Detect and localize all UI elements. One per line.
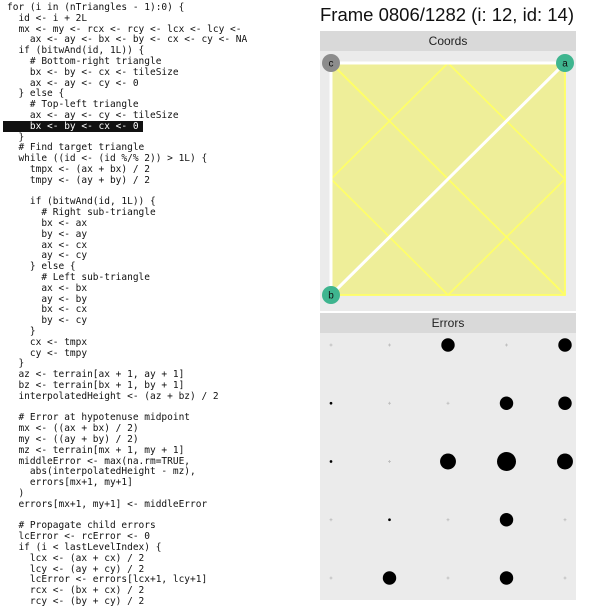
code-line: mz <- terrain[mx + 1, my + 1] bbox=[7, 444, 185, 456]
code-line: errors[mx+1, my+1] bbox=[7, 477, 133, 489]
code-line: by <- cy bbox=[7, 315, 88, 327]
errors-panel bbox=[320, 333, 576, 600]
error-dot bbox=[441, 338, 454, 351]
code-line: rcy <- (by + cy) / 2 bbox=[7, 596, 145, 607]
error-dot bbox=[500, 571, 513, 584]
code-line: errors[mx+1, my+1] <- middleError bbox=[7, 498, 208, 510]
code-line: # Bottom-right triangle bbox=[7, 56, 162, 67]
code-line: ax <- ay <- cy <- tileSize bbox=[7, 110, 179, 121]
code-line: ax <- cx bbox=[7, 239, 88, 251]
code-line: if (bitwAnd(id, 1L)) { bbox=[7, 45, 145, 57]
errors-panel-title: Errors bbox=[320, 313, 576, 333]
code-line: # Top-left triangle bbox=[7, 99, 139, 111]
code-line: by <- ay bbox=[7, 228, 88, 240]
code-line: ay <- by bbox=[7, 293, 88, 305]
error-dot bbox=[558, 338, 571, 351]
code-line: mx <- my <- rcx <- rcy <- lcx <- lcy <- bbox=[7, 23, 242, 35]
code-line: lcError <- rcError <- 0 bbox=[7, 531, 150, 543]
error-dot bbox=[330, 402, 333, 405]
code-line: ax <- bx bbox=[7, 282, 88, 294]
code-line: lcx <- (ax + cx) / 2 bbox=[7, 552, 145, 564]
coords-plot bbox=[320, 51, 576, 311]
coords-panel bbox=[320, 51, 576, 311]
code-line: ax <- ay <- bx <- by <- cx <- cy <- NA bbox=[7, 34, 248, 46]
code-line: bx <- by <- cx <- tileSize bbox=[7, 66, 179, 78]
error-dot bbox=[500, 397, 513, 410]
code-line: tmpx <- (ax + bx) / 2 bbox=[7, 164, 150, 175]
code-line: cy <- tmpy bbox=[7, 347, 88, 359]
code-line: ax <- ay <- cy <- 0 bbox=[7, 77, 139, 89]
code-line: id <- i + 2L bbox=[7, 12, 88, 24]
code-line: cx <- tmpx bbox=[7, 336, 88, 348]
code-line: middleError <- max(na.rm=TRUE, bbox=[7, 455, 191, 467]
vertex-b bbox=[322, 286, 340, 304]
vertex-a bbox=[556, 54, 574, 72]
code-line: if (i < lastLevelIndex) { bbox=[7, 542, 162, 553]
code-line: az <- terrain[ax + 1, ay + 1] bbox=[7, 369, 185, 381]
error-dot bbox=[557, 454, 573, 470]
code-line: for (i in (nTriangles - 1):0) { bbox=[7, 2, 185, 13]
coords-panel-title: Coords bbox=[320, 31, 576, 51]
vertex-b-label: b bbox=[328, 290, 334, 302]
code-line: # Right sub-triangle bbox=[7, 207, 156, 219]
error-dot bbox=[330, 460, 333, 463]
code-line: while ((id <- (id %/% 2)) > 1L) { bbox=[7, 153, 208, 165]
code-line: } else { bbox=[7, 261, 76, 273]
vertex-c bbox=[322, 54, 340, 72]
code-line: # Left sub-triangle bbox=[7, 272, 150, 283]
code-line: } else { bbox=[7, 88, 65, 100]
errors-plot bbox=[320, 333, 576, 600]
code-line: interpolatedHeight <- (az + bz) / 2 bbox=[7, 390, 219, 402]
frame-title: Frame 0806/1282 (i: 12, id: 14) bbox=[320, 4, 575, 25]
code-line: bx <- ax bbox=[7, 218, 88, 229]
code-line: abs(interpolatedHeight - mz), bbox=[7, 466, 196, 478]
code-line: } bbox=[7, 326, 36, 337]
code-line: ) bbox=[7, 488, 25, 499]
error-dot bbox=[497, 452, 516, 471]
vertex-c-label: c bbox=[328, 58, 334, 70]
code-line: } bbox=[7, 131, 25, 143]
code-line: # Find target triangle bbox=[7, 142, 145, 154]
code-line: bx <- cx bbox=[7, 304, 88, 316]
vertex-a-label: a bbox=[562, 58, 568, 70]
code-line: if (bitwAnd(id, 1L)) { bbox=[7, 196, 156, 208]
error-dot bbox=[440, 454, 456, 470]
error-dot bbox=[558, 397, 571, 410]
code-line: } bbox=[7, 358, 25, 370]
code-line: ay <- cy bbox=[7, 250, 88, 262]
code-line: lcy <- (ay + cy) / 2 bbox=[7, 563, 145, 575]
error-dot bbox=[388, 518, 391, 521]
code-line-current: bx <- by <- cx <- 0 bbox=[3, 121, 143, 132]
code-line: bz <- terrain[bx + 1, by + 1] bbox=[7, 380, 185, 391]
code-line: tmpy <- (ay + by) / 2 bbox=[7, 174, 150, 186]
error-dot bbox=[383, 571, 396, 584]
code-line: lcError <- errors[lcx+1, lcy+1] bbox=[7, 574, 208, 586]
code-line: # Error at hypotenuse midpoint bbox=[7, 412, 191, 424]
code-line: rcx <- (bx + cx) / 2 bbox=[7, 585, 145, 597]
code-line: my <- ((ay + by) / 2) bbox=[7, 434, 139, 445]
code-line: # Propagate child errors bbox=[7, 520, 156, 532]
code-line: mx <- ((ax + bx) / 2) bbox=[7, 423, 139, 435]
error-dot bbox=[500, 513, 513, 526]
